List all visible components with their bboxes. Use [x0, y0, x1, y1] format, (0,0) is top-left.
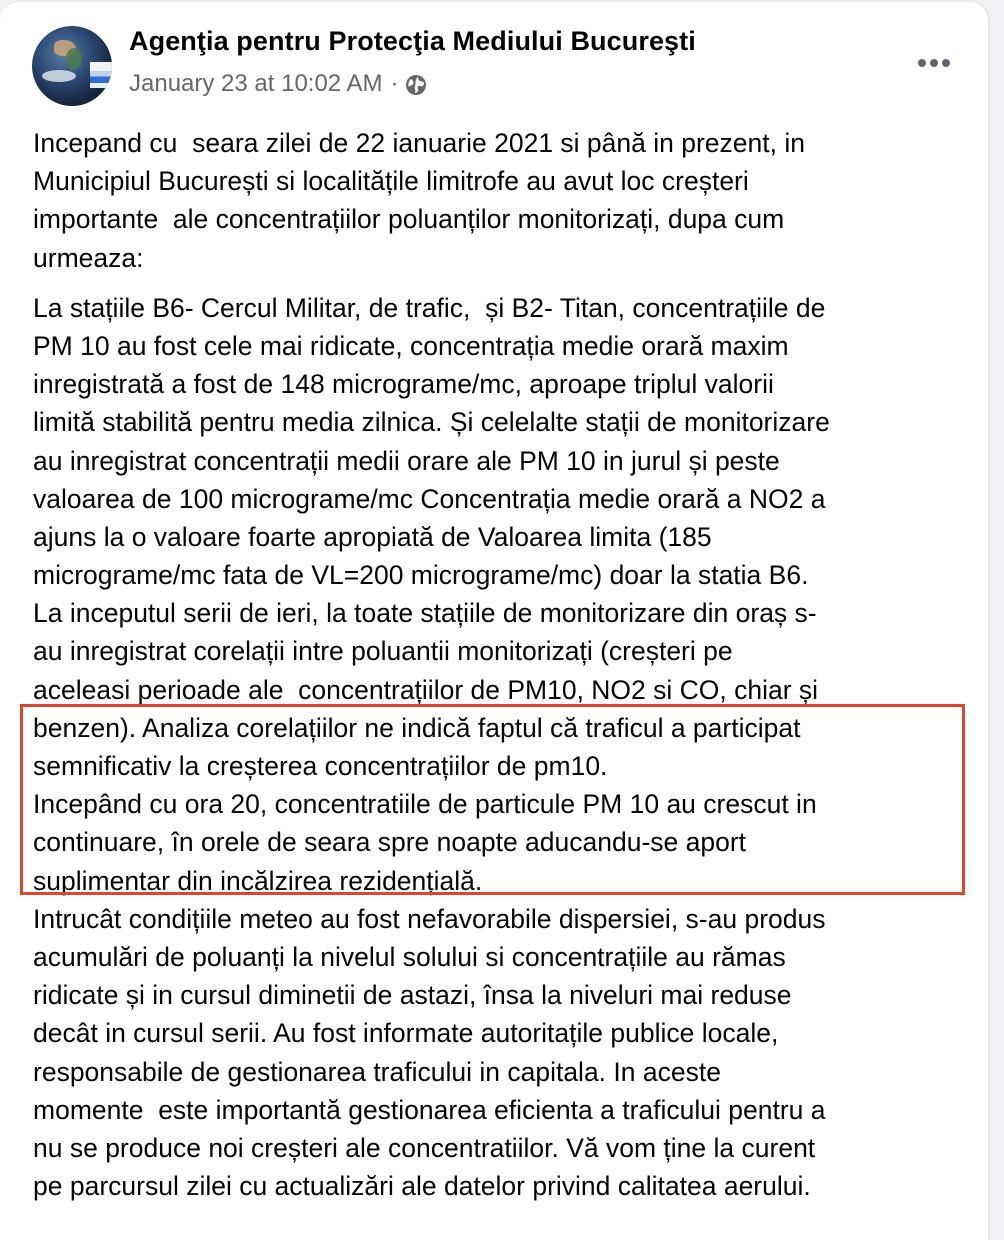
avatar-banner-shape — [90, 62, 112, 88]
text-line: micrograme/mc fata de VL=200 micrograme/mc) doar la statia B6. — [33, 560, 809, 591]
text-line: Incepand cu seara zilei de 22 ianuarie 2021 si până in prezent, in — [33, 128, 805, 158]
text-line: La inceputul serii de ieri, la toate stațiile de monitorizare din oraș s- — [33, 598, 817, 629]
paragraph-conclusion — [33, 900, 973, 1206]
paragraph-spacer — [33, 277, 973, 289]
text-line: limită stabilită pentru media zilnica. Și celelalte stații de monitorizare — [33, 407, 830, 438]
avatar-land-shape — [66, 48, 82, 70]
text-line: benzen). Analiza corelațiilor ne indică faptul că traficul a participat — [33, 712, 801, 743]
post-timestamp[interactable]: January 23 at 10:02 AM — [129, 70, 383, 97]
more-horizontal-icon — [918, 59, 926, 67]
globe-icon[interactable] — [405, 74, 427, 96]
text-line: Municipiul București si localitățile limitrofe au avut loc creșteri — [33, 166, 749, 197]
page-avatar[interactable] — [32, 26, 112, 106]
avatar-cloud-shape — [42, 70, 76, 82]
text-line: inregistrată a fost de 148 micrograme/mc, aproape triplul valorii — [33, 369, 774, 400]
meta-separator: · — [390, 70, 399, 97]
text-line: ajuns la o valoare foarte apropiată de Valoarea limita (185 — [33, 521, 712, 552]
text-line: aceleasi perioade ale concentrațiilor de PM10, NO2 si CO, chiar și — [33, 674, 819, 705]
text-line: continuare, în orele de seara spre noapte aducandu-se aport — [33, 827, 747, 858]
text-line: decât in cursul serii. Au fost informate autoritațile publice locale, — [33, 1018, 779, 1049]
text-line: au inregistrat concentrații medii orare ale PM 10 in jurul și peste — [33, 445, 780, 476]
text-line: urmeaza: — [33, 242, 144, 273]
post-meta — [129, 70, 427, 98]
text-line: Intrucât condițiile meteo au fost nefavorabile dispersiei, s-au produs — [33, 903, 826, 934]
paragraph-intro — [33, 124, 973, 277]
text-line: nu se produce noi creșteri ale concentratiilor. Vă vom ține la curent — [33, 1132, 816, 1163]
text-line: responsabile de gestionarea traficului in capitala. In aceste — [33, 1056, 721, 1087]
highlighted-passage — [33, 709, 973, 900]
more-horizontal-icon — [930, 59, 938, 67]
text-line: pe parcursul zilei cu actualizări ale datelor privind calitatea aerului. — [33, 1171, 811, 1202]
post-body — [33, 124, 973, 1205]
more-options-button[interactable] — [912, 52, 956, 74]
paragraph-stations — [33, 289, 973, 709]
text-line: La stațiile B6- Cercul Militar, de trafic, și B2- Titan, concentrațiile de — [33, 292, 826, 323]
text-line: valoarea de 100 micrograme/mc Concentrația medie orară a NO2 a — [33, 483, 826, 514]
text-line: semnificativ la creșterea concentrațiilor de pm10. — [33, 751, 608, 781]
text-line: importante ale concentrațiilor poluanților monitorizați, dupa cum — [33, 204, 785, 235]
more-horizontal-icon — [942, 59, 950, 67]
text-line: acumulări de poluanți la nivelul solului si concentrațiile au rămas — [33, 941, 786, 972]
text-line: suplimentar din incălzirea rezidențială. — [33, 865, 483, 896]
text-line: au inregistrat corelații intre poluantii monitorizați (creșteri pe — [33, 636, 733, 667]
page-name-link[interactable]: Agenţia pentru Protecţia Mediului Bucureşti — [129, 26, 696, 56]
text-line: Incepând cu ora 20, concentratiile de particule PM 10 au crescut in — [33, 789, 817, 820]
text-line: momente este importantă gestionarea eficienta a traficului pentru a — [33, 1094, 826, 1125]
text-line: PM 10 au fost cele mai ridicate, concentrația medie orară maxim — [33, 330, 789, 361]
text-line: ridicate și in cursul diminetii de astazi, însa la niveluri mai reduse — [33, 980, 792, 1011]
